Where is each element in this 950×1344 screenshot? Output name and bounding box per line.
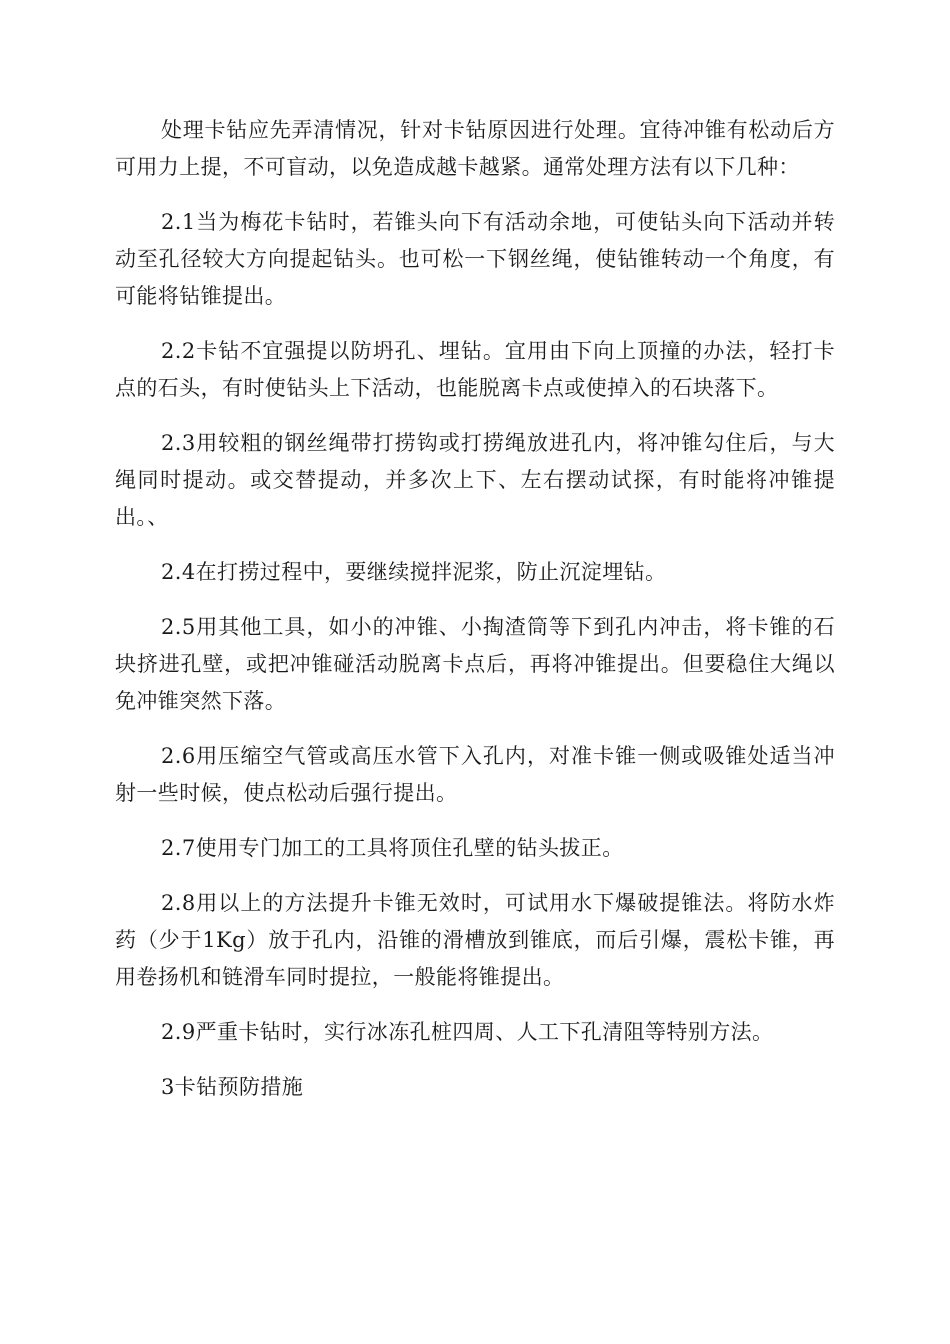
section-heading: 3卡钻预防措施 [161, 1075, 304, 1099]
paragraph-2-4: 2.4在打捞过程中，要继续搅拌泥浆，防止沉淀埋钻。 [161, 560, 667, 584]
intro-paragraph: 处理卡钻应先弄清情况，针对卡钻原因进行处理。宜待冲锥有松动后方可用力上提，不可盲动，以免造成越卡越紧。通常处理方法有以下几种： [115, 118, 835, 179]
paragraph-2-6: 2.6用压缩空气管或高压水管下入孔内，对准卡锥一侧或吸锥处适当冲射一些时候，使点松动后强行提出。 [115, 744, 835, 805]
document-page [115, 112, 835, 1124]
paragraph-2-8: 2.8用以上的方法提升卡锥无效时，可试用水下爆破提锥法。将防水炸药（少于1Kg）放于孔内，沿锥的滑槽放到锥底，而后引爆，震松卡锥，再用卷扬机和链滑车同时提拉，一般能将锥提出。 [115, 891, 835, 989]
paragraph-2-5: 2.5用其他工具，如小的冲锥、小掏渣筒等下到孔内冲击，将卡锥的石块挤进孔壁，或把冲锥碰活动脱离卡点后，再将冲锥提出。但要稳住大绳以免冲锥突然下落。 [115, 615, 835, 713]
paragraph-2-1: 2.1当为梅花卡钻时，若锥头向下有活动余地，可使钻头向下活动并转动至孔径较大方向提起钻头。也可松一下钢丝绳，使钻锥转动一个角度，有可能将钻锥提出。 [115, 210, 835, 308]
paragraph-2-7: 2.7使用专门加工的工具将顶住孔壁的钻头拔正。 [161, 836, 624, 860]
paragraph-2-9: 2.9严重卡钻时，实行冰冻孔桩四周、人工下孔清阻等特别方法。 [161, 1020, 774, 1044]
paragraph-2-2: 2.2卡钻不宜强提以防坍孔、埋钻。宜用由下向上顶撞的办法，轻打卡点的石头，有时使钻头上下活动，也能脱离卡点或使掉入的石块落下。 [115, 339, 835, 400]
paragraph-2-3: 2.3用较粗的钢丝绳带打捞钩或打捞绳放进孔内，将冲锥勾住后，与大绳同时提动。或交替提动，并多次上下、左右摆动试探，有时能将冲锥提出。、 [115, 431, 835, 529]
